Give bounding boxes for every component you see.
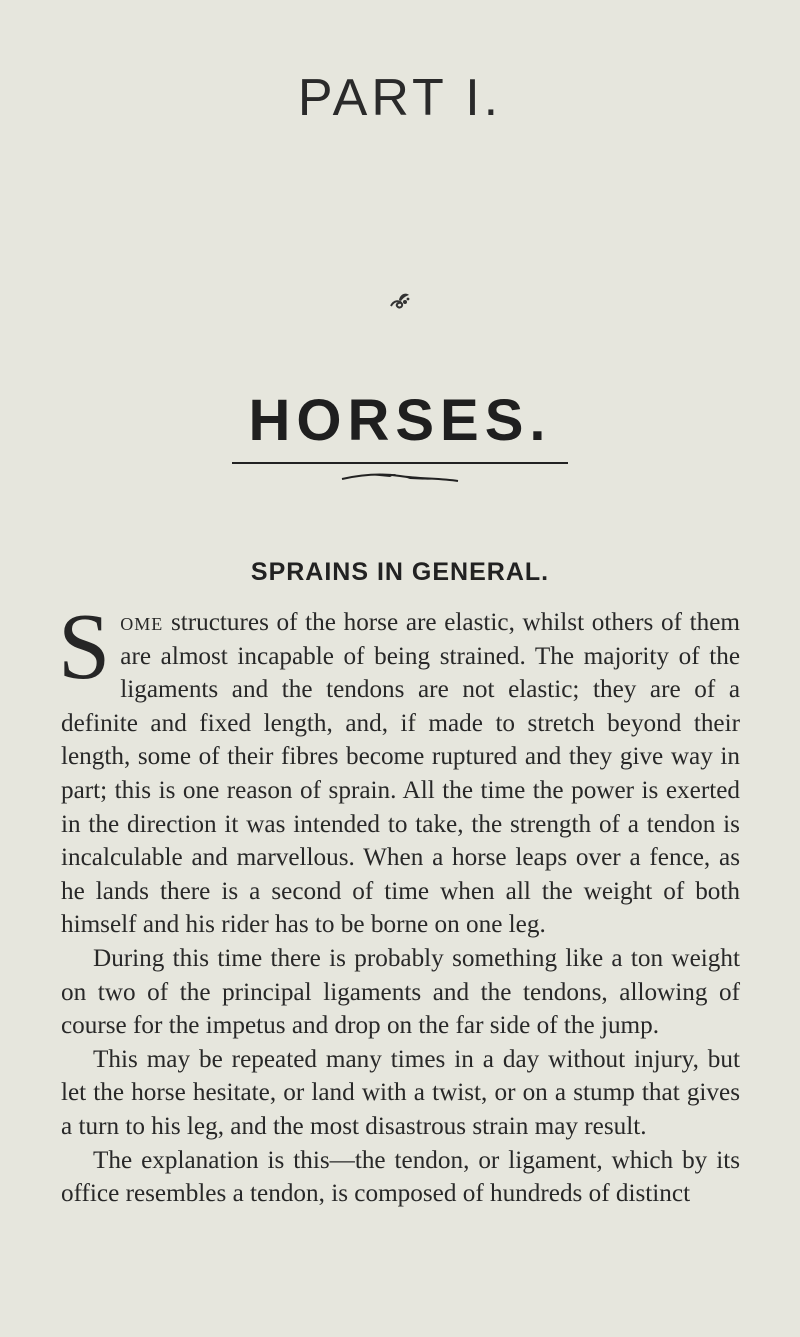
drop-cap: S — [58, 595, 111, 699]
title-rule — [232, 462, 568, 464]
paragraph-4: The explanation is this—the tendon, or ligament, which by its office resembles a tendon, is composed of hundreds of distinct — [61, 1146, 740, 1208]
section-title: HORSES. — [248, 388, 552, 453]
chapter-heading: SPRAINS IN GENERAL. — [250, 558, 550, 586]
paragraph-1-text: structures of the horse are elastic, whilst others of them are almost incapable of being strained. The majority of the ligaments and the tendons are not elastic; they are of a definite and fixed length, and, if made to stretch beyond their length, some of their fibres become ruptured and they give way in part; this is one reason of sprain. All the time the power is exerted in the direction it was intended to take, the strength of a tendon is incalculable and marvellous. When a horse leaps over a fence, as he lands there is a second of time when all the weight of both himself and his rider has to be borne on one leg. — [61, 609, 740, 939]
paragraph-2: During this time there is probably something like a ton weight on two of the principal ligaments and the tendons, allowing of course for the impetus and drop on the far side of the jump. — [61, 944, 740, 1040]
double-rule-ornament-icon — [340, 470, 460, 484]
paragraph-3: This may be repeated many times in a day without injury, but let the horse hesitate, or land with a twist, or on a stump that gives a turn to his leg, and the most disastrous strain may result. — [61, 1045, 740, 1140]
paragraph-1 — [58, 595, 740, 942]
body-text — [58, 595, 740, 1211]
part-title: PART I. — [297, 69, 503, 127]
fleuron-icon — [388, 288, 412, 312]
opening-small-caps: ome — [120, 609, 164, 636]
